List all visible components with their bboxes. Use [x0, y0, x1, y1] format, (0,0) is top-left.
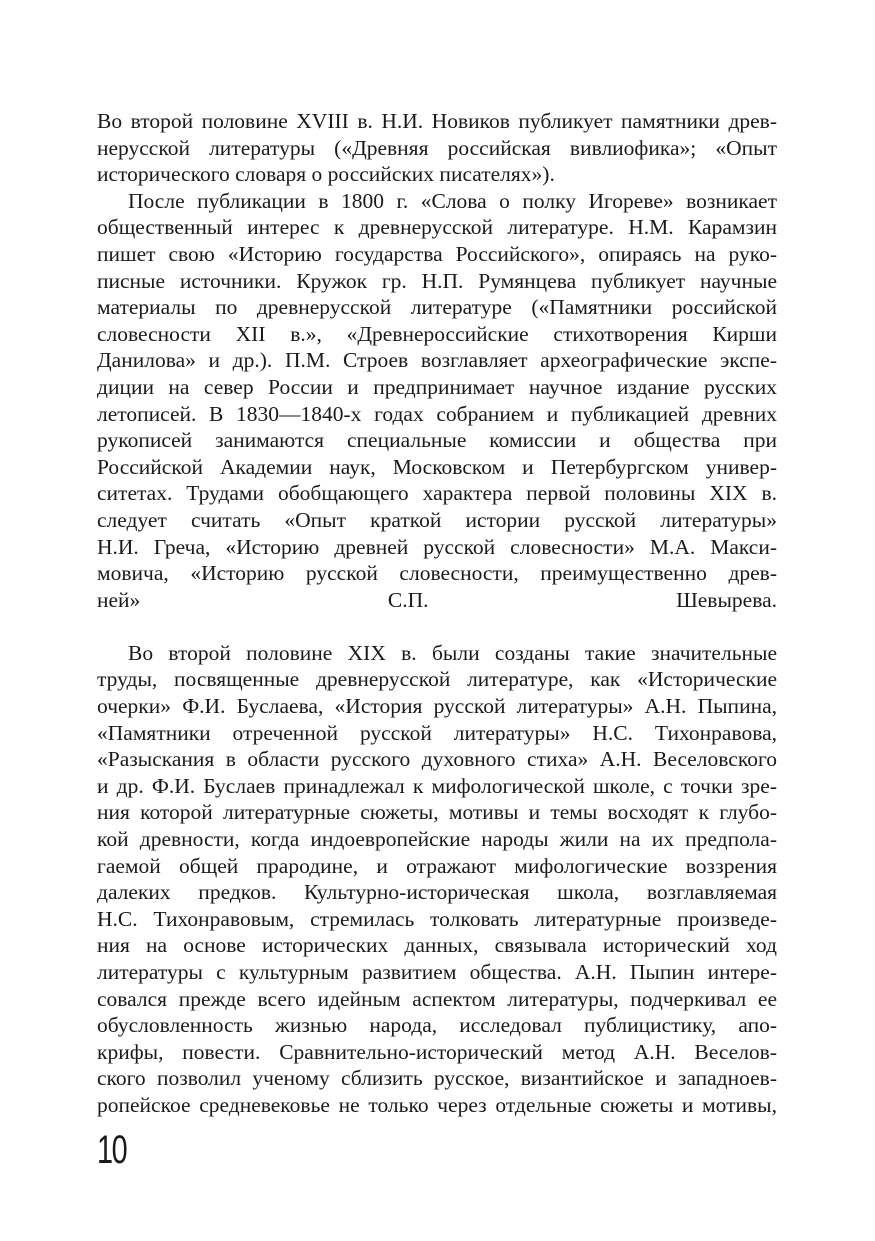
- text-line: ропейское средневековье не только через отдельные сюжеты и мотивы,: [97, 1092, 777, 1117]
- text-line: обусловленность жизнью народа, исследовал публицистику, апо-: [97, 1013, 777, 1038]
- text-line: ния которой литературные сюжеты, мотивы и темы восходят к глубо-: [97, 800, 777, 825]
- text-line: совался прежде всего идейным аспектом литературы, подчеркивал ее: [97, 986, 777, 1011]
- page-body: [97, 108, 777, 1119]
- paragraph: [97, 108, 777, 188]
- page-number: 10: [97, 1128, 127, 1172]
- text-line: труды, посвященные древнерусской литературе, как «Исторические: [97, 667, 777, 692]
- text-line: «Памятники отреченной русской литературы» Н.С. Тихонравова,: [97, 720, 777, 745]
- text-line: далеких предков. Культурно-историческая школа, возглавляемая: [97, 880, 777, 905]
- text-line: После публикации в 1800 г. «Слова о полку Игореве» возникает: [128, 188, 777, 213]
- text-line: Во второй половине XIX в. были созданы такие значительные: [128, 640, 777, 665]
- text-line: нерусской литературы («Древняя российская вивлиофика»; «Опыт: [97, 135, 777, 160]
- text-line: пишет свою «Историю государства Российского», опираясь на руко-: [97, 241, 777, 266]
- text-line: литературы с культурным развитием общества. А.Н. Пыпин интере-: [97, 960, 777, 984]
- text-line: исторического словаря о российских писателях»).: [97, 162, 555, 187]
- text-line: материалы по древнерусской литературе («Памятники российской: [97, 295, 777, 320]
- text-line: Российской Академии наук, Московском и Петербургском универ-: [97, 454, 777, 479]
- text-line: следует считать «Опыт краткой истории русской литературы»: [97, 507, 777, 532]
- text-line: Н.И. Греча, «Историю древней русской словесности» М.А. Макси-: [97, 534, 777, 559]
- text-line: «Разыскания в области русского духовного стиха» А.Н. Веселовского: [97, 747, 777, 772]
- text-line: ситетах. Трудами обобщающего характера первой половины XIX в.: [97, 481, 777, 506]
- text-line: Н.С. Тихонравовым, стремилась толковать литературные произведе-: [97, 906, 777, 931]
- text-line: Во второй половине XVIII в. Н.И. Новиков публикует памятники древ-: [97, 109, 777, 133]
- text-line: рукописей занимаются специальные комиссии и общества при: [97, 428, 777, 453]
- text-line: ней» С.П. Шевырева.: [97, 587, 777, 612]
- text-line: словесности XII в.», «Древнероссийские стихотворения Кирши: [97, 321, 777, 346]
- text-line: крифы, повести. Сравнительно-исторический метод А.Н. Веселов-: [97, 1039, 777, 1064]
- text-line: очерки» Ф.И. Буслаева, «История русской литературы» А.Н. Пыпина,: [97, 694, 777, 719]
- text-line: гаемой общей прародине, и отражают мифологические воззрения: [97, 853, 777, 878]
- text-line: [97, 613, 777, 640]
- paragraph: [97, 640, 777, 1119]
- paragraph: [97, 188, 777, 640]
- text-line: Данилова» и др.). П.М. Строев возглавляет археографические экспе-: [97, 348, 777, 373]
- text-line: ского позволил ученому сблизить русское, византийское и западноев-: [97, 1066, 777, 1091]
- text-line: летописей. В 1830—1840-х годах собранием и публикацией древних: [97, 401, 777, 426]
- text-line: ния на основе исторических данных, связывала исторический ход: [97, 933, 777, 958]
- text-line: писные источники. Кружок гр. Н.П. Румянцева публикует научные: [97, 268, 777, 293]
- text-line: кой древности, когда индоевропейские народы жили на их предпола-: [97, 827, 777, 852]
- text-line: общественный интерес к древнерусской литературе. Н.М. Карамзин: [97, 215, 777, 240]
- text-line: диции на север России и предпринимает научное издание русских: [97, 374, 777, 399]
- text-line: мовича, «Историю русской словесности, преимущественно древ-: [97, 561, 777, 586]
- text-line: и др. Ф.И. Буслаев принадлежал к мифологической школе, с точки зре-: [97, 773, 777, 798]
